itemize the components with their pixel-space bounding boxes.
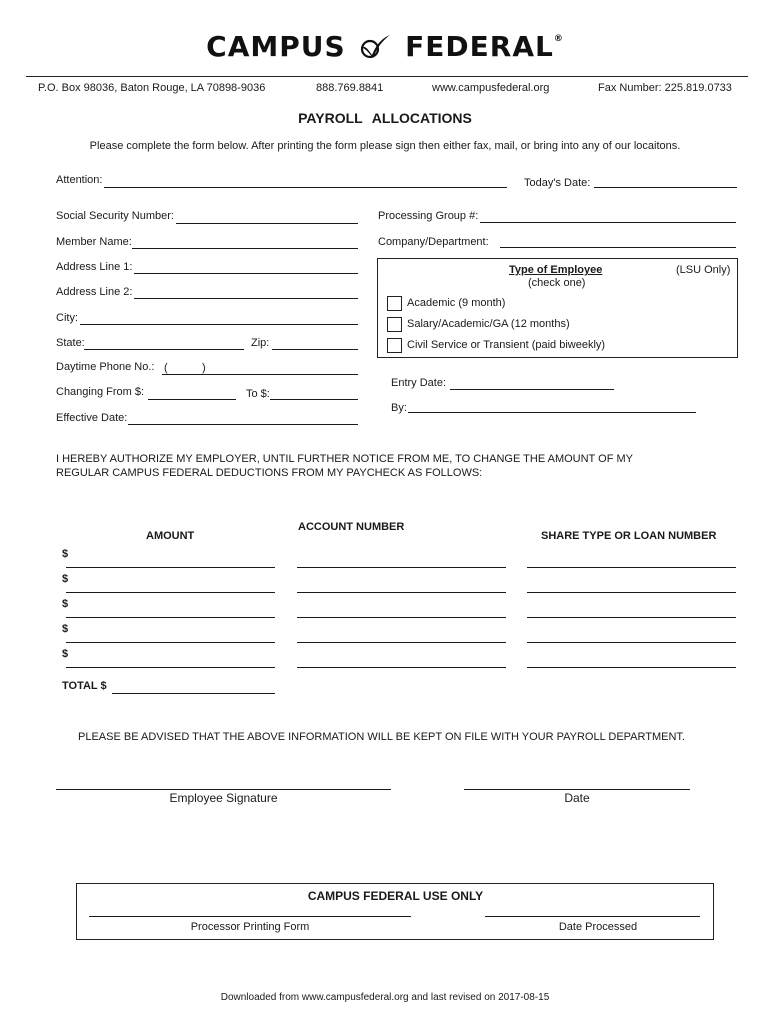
campus-federal-logo [0, 30, 770, 63]
account-number-field[interactable] [297, 642, 506, 643]
phone-text: 888.769.8841 [316, 82, 384, 94]
processor-label: Processor Printing Form [190, 921, 310, 933]
effective-date-label: Effective Date: [56, 412, 128, 424]
company-department-field[interactable] [500, 247, 736, 248]
date-signature-field[interactable] [464, 789, 690, 790]
employee-type-title: Type of Employee [509, 264, 603, 276]
civil-service-option-label: Civil Service or Transient (paid biweekly) [407, 339, 606, 351]
office-use-title: CAMPUS FEDERAL USE ONLY [307, 889, 484, 903]
effective-date-field[interactable] [128, 424, 358, 425]
academic-option-label: Academic (9 month) [407, 297, 506, 309]
to-field[interactable] [270, 399, 358, 400]
city-field[interactable] [80, 324, 358, 325]
account-number-field[interactable] [297, 567, 506, 568]
processor-field[interactable] [89, 916, 411, 917]
address-line-2-label: Address Line 2: [56, 286, 133, 298]
header-divider [26, 76, 748, 77]
authorization-line-1: I HEREBY AUTHORIZE MY EMPLOYER, UNTIL FURTHER NOTICE FROM ME, TO CHANGE THE AMOUNT OF MY [56, 453, 633, 465]
dollar-sign: $ [62, 598, 69, 610]
share-type-header: SHARE TYPE OR LOAN NUMBER [541, 530, 717, 542]
share-type-field[interactable] [527, 667, 736, 668]
company-department-label: Company/Department: [378, 236, 489, 248]
account-number-header: ACCOUNT NUMBER [298, 521, 405, 533]
logo-text-campus: CAMPUS [206, 30, 346, 63]
changing-from-field[interactable] [148, 399, 236, 400]
civil-service-checkbox[interactable] [387, 338, 402, 353]
payroll-notice: PLEASE BE ADVISED THAT THE ABOVE INFORMATION WILL BE KEPT ON FILE WITH YOUR PAYROLL DEPARTMENT. [78, 731, 685, 743]
account-number-field[interactable] [297, 592, 506, 593]
share-type-field[interactable] [527, 642, 736, 643]
city-label: City: [56, 312, 78, 324]
member-name-label: Member Name: [56, 236, 132, 248]
authorization-line-2: REGULAR CAMPUS FEDERAL DEDUCTIONS FROM MY PAYCHECK AS FOLLOWS: [56, 467, 483, 479]
lsu-only-note: (LSU Only) [676, 264, 731, 276]
processing-group-field[interactable] [480, 222, 736, 223]
attention-field[interactable] [104, 187, 507, 188]
account-number-field[interactable] [297, 617, 506, 618]
share-type-field[interactable] [527, 617, 736, 618]
date-processed-field[interactable] [485, 916, 700, 917]
footer-note: Downloaded from www.campusfederal.org and last revised on 2017-08-15 [220, 992, 550, 1003]
dollar-sign: $ [62, 548, 69, 560]
member-name-field[interactable] [132, 248, 358, 249]
address-line-1-field[interactable] [134, 273, 358, 274]
salary-checkbox[interactable] [387, 317, 402, 332]
changing-from-label: Changing From $: [56, 386, 145, 398]
ssn-field[interactable] [176, 223, 358, 224]
employee-signature-field[interactable] [56, 789, 391, 790]
processing-group-label: Processing Group #: [378, 210, 479, 222]
check-swoosh-icon [358, 33, 392, 59]
address-line-2-field[interactable] [134, 298, 358, 299]
logo-text-federal: FEDERAL [405, 30, 554, 63]
by-field[interactable] [408, 412, 696, 413]
phone-area-close: ) [202, 362, 206, 374]
attention-label: Attention: [56, 174, 103, 186]
state-field[interactable] [84, 349, 244, 350]
amount-field[interactable] [66, 667, 275, 668]
registered-mark: ® [553, 34, 564, 44]
employee-signature-label: Employee Signature [169, 791, 278, 805]
state-label: State: [56, 337, 85, 349]
website-link[interactable]: www.campusfederal.org [432, 82, 550, 94]
amount-field[interactable] [66, 617, 275, 618]
fax-text: Fax Number: 225.819.0733 [598, 82, 732, 94]
account-number-field[interactable] [297, 667, 506, 668]
dollar-sign: $ [62, 623, 69, 635]
entry-date-field[interactable] [450, 389, 614, 390]
amount-field[interactable] [66, 642, 275, 643]
employee-type-subtitle: (check one) [528, 277, 586, 289]
share-type-field[interactable] [527, 567, 736, 568]
ssn-label: Social Security Number: [56, 210, 174, 222]
dollar-sign: $ [62, 648, 69, 660]
daytime-phone-label: Daytime Phone No.: [56, 361, 155, 373]
to-label: To $: [246, 388, 270, 400]
by-label: By: [391, 402, 407, 414]
daytime-phone-field[interactable] [162, 374, 358, 375]
zip-label: Zip: [251, 337, 270, 349]
date-signature-label: Date [564, 791, 590, 805]
amount-field[interactable] [66, 592, 275, 593]
academic-checkbox[interactable] [387, 296, 402, 311]
share-type-field[interactable] [527, 592, 736, 593]
dollar-sign: $ [62, 573, 69, 585]
total-label: TOTAL $ [62, 680, 107, 692]
date-processed-label: Date Processed [558, 921, 638, 933]
phone-area-open: ( [164, 362, 168, 374]
total-field[interactable] [112, 693, 275, 694]
todays-date-label: Today's Date: [524, 177, 591, 189]
zip-field[interactable] [272, 349, 358, 350]
amount-header: AMOUNT [146, 530, 195, 542]
form-title: PAYROLL ALLOCATIONS [298, 110, 472, 126]
todays-date-field[interactable] [594, 187, 737, 188]
amount-field[interactable] [66, 567, 275, 568]
salary-option-label: Salary/Academic/GA (12 months) [407, 318, 570, 330]
address-text: P.O. Box 98036, Baton Rouge, LA 70898-9036 [38, 82, 266, 94]
entry-date-label: Entry Date: [391, 377, 447, 389]
address-line-1-label: Address Line 1: [56, 261, 133, 273]
form-instructions: Please complete the form below. After printing the form please sign then either fax, mail, or bring into any of our locaitons. [89, 140, 681, 152]
